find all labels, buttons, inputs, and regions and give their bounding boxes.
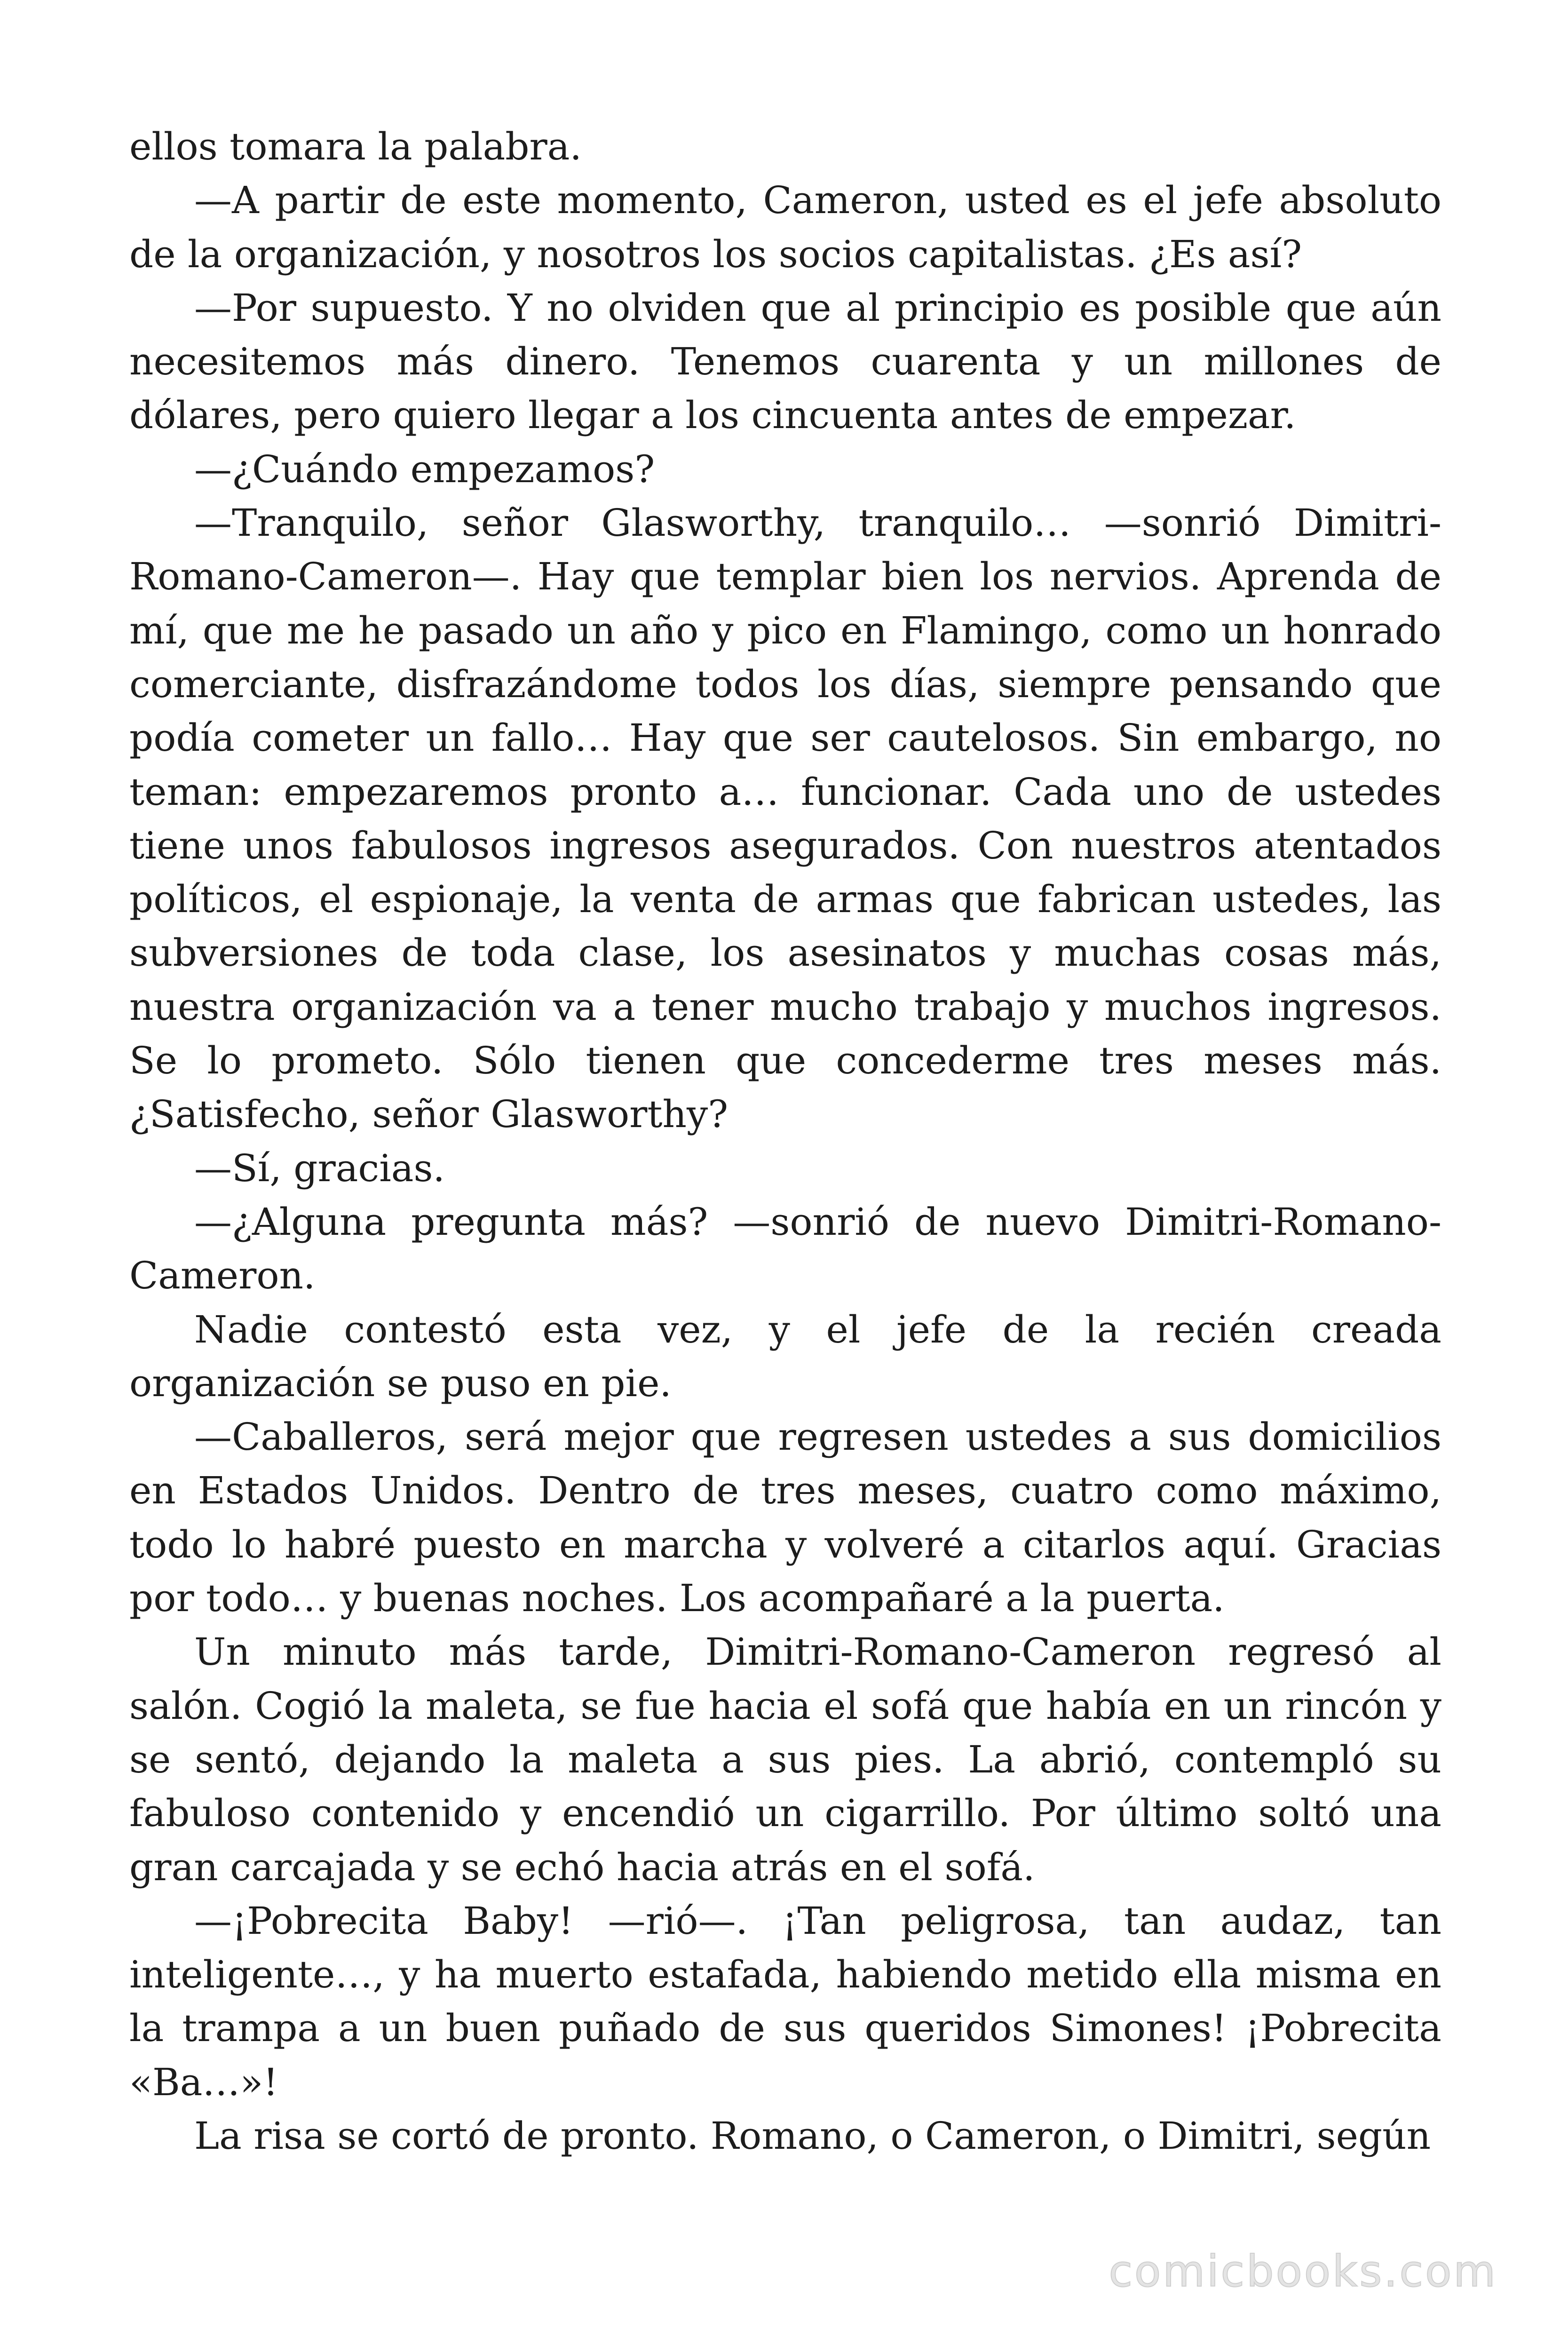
paragraph: ellos tomara la palabra. [129,125,582,168]
paragraph: —¿Cuándo empezamos? [194,447,655,491]
paragraph: —Caballeros, será mejor que regresen ustedes a sus domicilios en Estados Unidos. Dentro de tres meses, cuatro como máximo, todo lo habré puesto en marcha y volveré a citarlos aquí. Gracias por todo… y buenas noches. Los acompañaré a la puerta. [129,1415,1441,1621]
paragraph: —Tranquilo, señor Glasworthy, tranquilo… —sonrió Dimitri-Romano-Cameron—. Hay que templar bien los nervios. Aprenda de mí, que me he pasado un año y pico en Flamingo, como un honrado comerciante, disfrazándome todos los días, siempre pensando que podía cometer un fallo… Hay que ser cautelosos. Sin embargo, no teman: empezaremos pronto a… funcionar. Cada uno de ustedes tiene unos fabulosos ingresos asegurados. Con nuestros atentados políticos, el espionaje, la venta de armas que fabrican ustedes, las subversiones de toda clase, los asesinatos y muchas cosas más, nuestra organización va a tener mucho trabajo y muchos ingresos. Se lo prometo. Sólo tienen que concederme tres meses más. ¿Satisfecho, señor Glasworthy? [129,501,1441,1136]
paragraph: La risa se cortó de pronto. Romano, o Cameron, o Dimitri, según [194,2114,1431,2158]
paragraph: —¿Alguna pregunta más? —sonrió de nuevo Dimitri-Romano-Cameron. [129,1200,1441,1298]
page-body [129,120,1441,2163]
paragraph: —A partir de este momento, Cameron, usted es el jefe absoluto de la organización, y nosotros los socios capitalistas. ¿Es así? [129,178,1441,276]
paragraph: —Por supuesto. Y no olviden que al principio es posible que aún necesitemos más dinero. Tenemos cuarenta y un millones de dólares, pero quiero llegar a los cincuenta antes de empezar. [129,286,1441,437]
watermark: comicbooks.com [1109,2246,1497,2296]
paragraph: Nadie contestó esta vez, y el jefe de la recién creada organización se puso en pie. [129,1307,1441,1405]
paragraph: —¡Pobrecita Baby! —rió—. ¡Tan peligrosa, tan audaz, tan inteligente…, y ha muerto estafada, habiendo metido ella misma en la trampa a un buen puñado de sus queridos Simones! ¡Pobrecita «Ba…»! [129,1899,1441,2104]
paragraph: —Sí, gracias. [194,1146,445,1190]
paragraph: Un minuto más tarde, Dimitri-Romano-Cameron regresó al salón. Cogió la maleta, se fue hacia el sofá que había en un rincón y se sentó, dejando la maleta a sus pies. La abrió, contempló su fabuloso contenido y encendió un cigarrillo. Por último soltó una gran carcajada y se echó hacia atrás en el sofá. [129,1630,1441,1889]
